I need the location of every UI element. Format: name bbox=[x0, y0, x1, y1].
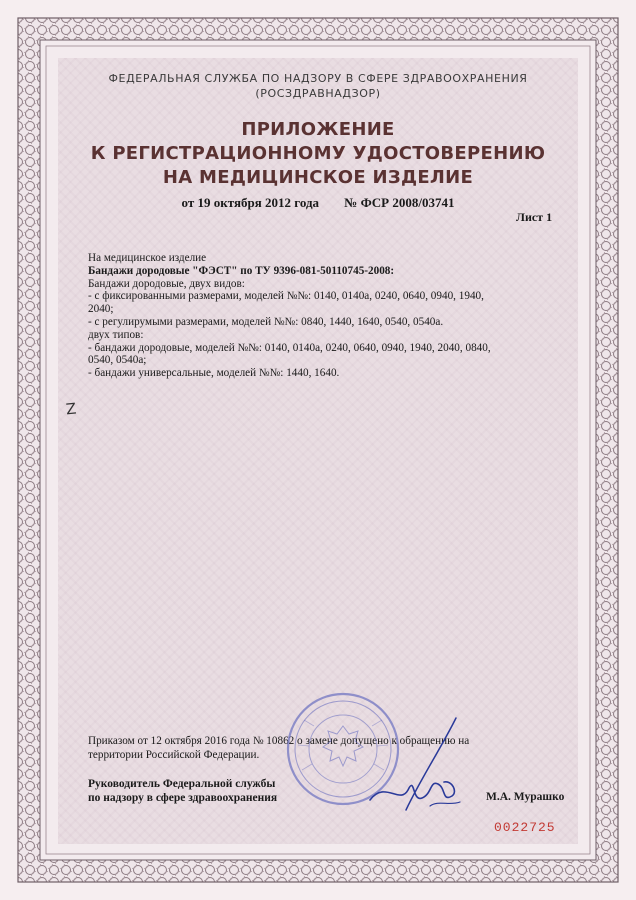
document-subtitle-2: НА МЕДИЦИНСКОЕ ИЗДЕЛИЕ bbox=[162, 167, 474, 188]
device-description bbox=[88, 252, 558, 380]
handwritten-mark: Z bbox=[65, 399, 78, 419]
agency-name: ФЕДЕРАЛЬНАЯ СЛУЖБА ПО НАДЗОРУ В СФЕРЕ ЗДРАВООХРАНЕНИЯ bbox=[108, 72, 528, 85]
date-and-number bbox=[0, 195, 636, 211]
issue-date: от 19 октября 2012 года bbox=[181, 195, 320, 210]
document-title: ПРИЛОЖЕНИЕ bbox=[241, 119, 395, 140]
serial-number: 0022725 bbox=[494, 820, 556, 835]
description-line: - бандажи дородовые, моделей №№: 0140, 0140а, 0240, 0640, 0940, 1940, 2040, 0840, bbox=[88, 341, 491, 354]
description-line: - с регулирумыми размерами, моделей №№: 0840, 1440, 1640, 0540, 0540а. bbox=[88, 315, 444, 328]
description-line: На медицинское изделие bbox=[88, 252, 207, 264]
description-line: Бандажи дородовые "ФЭСТ" по ТУ 9396-081-50110745-2008: bbox=[88, 264, 395, 277]
registration-number: № ФСР 2008/03741 bbox=[344, 195, 455, 210]
description-line: - бандажи универсальные, моделей №№: 1440, 1640. bbox=[88, 367, 340, 380]
description-line: - с фиксированными размерами, моделей №№: 0140, 0140а, 0240, 0640, 0940, 1940, bbox=[88, 290, 484, 303]
agency-abbreviation: (РОСЗДРАВНАДЗОР) bbox=[255, 87, 381, 100]
signatory-title-line-1: Руководитель Федеральной службы bbox=[88, 778, 276, 790]
signature bbox=[360, 710, 480, 820]
document-subtitle-1: К РЕГИСТРАЦИОННОМУ УДОСТОВЕРЕНИЮ bbox=[90, 143, 546, 164]
description-line: 0540, 0540а; bbox=[88, 354, 147, 367]
signatory-name: М.А. Мурашко bbox=[486, 791, 565, 803]
signatory-title-line-2: по надзору в сфере здравоохранения bbox=[88, 792, 278, 804]
description-line: двух типов: bbox=[88, 328, 144, 341]
order-line-1: Приказом от 12 октября 2016 года № 10862 о замене допущено к обращению на bbox=[88, 735, 470, 747]
sheet-number: Лист 1 bbox=[516, 210, 553, 224]
description-line: 2040; bbox=[88, 303, 114, 316]
order-line-2: территории Российской Федерации. bbox=[88, 748, 260, 761]
description-line: Бандажи дородовые, двух видов: bbox=[88, 277, 245, 290]
